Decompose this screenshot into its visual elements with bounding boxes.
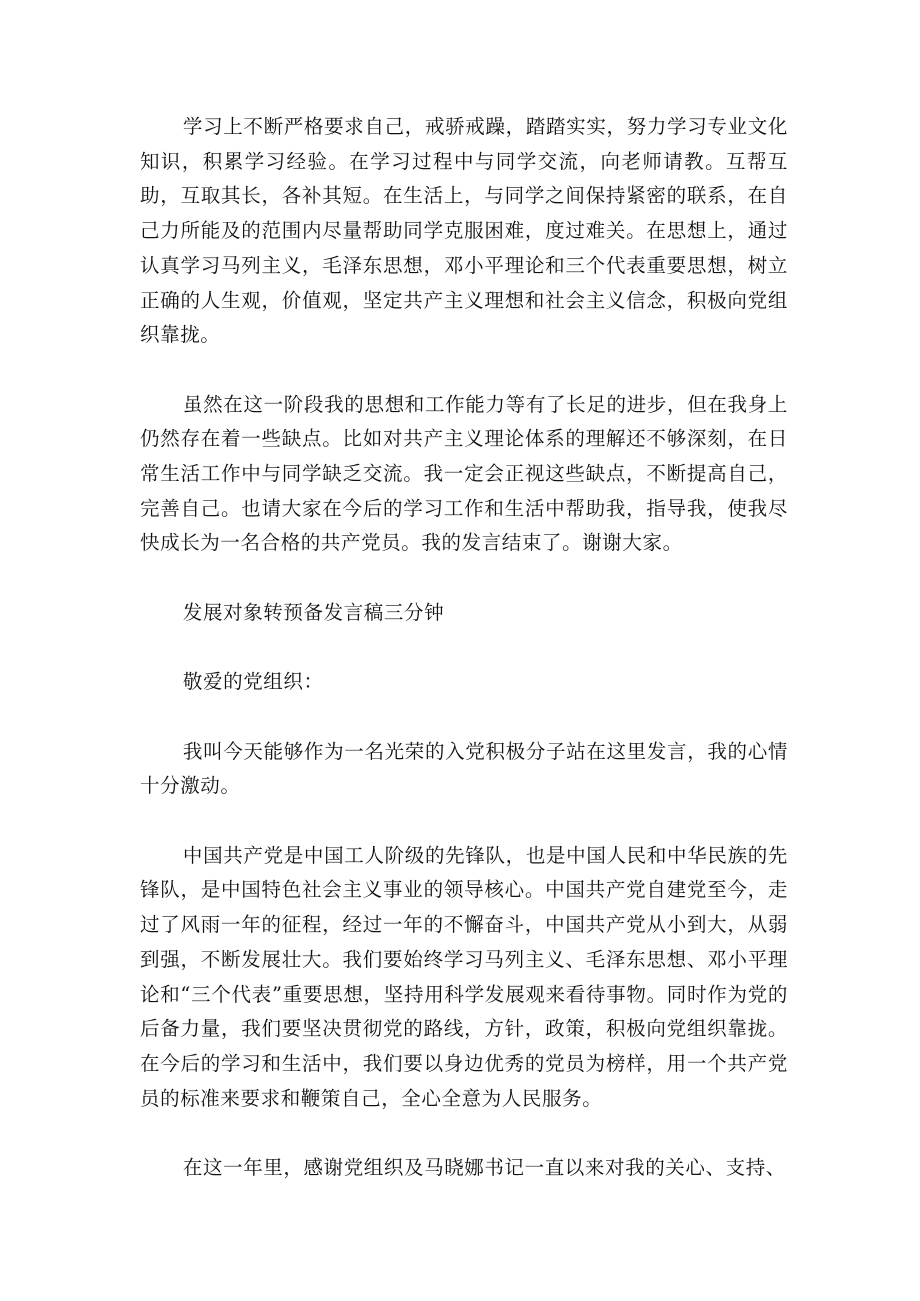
paragraph-thanks: 在这一年里，感谢党组织及马晓娜书记一直以来对我的关心、支持、 [182, 1156, 786, 1179]
paragraph-study-life-thought: 学习上不断严格要求自己，戒骄戒躁，踏踏实实，努力学习专业文化知识，积累学习经验。在学习过程中与同学交流，向老师请教。互帮互助，互取其长，各补其短。在生活上，与同学之间保持紧密的联系，在自己力所能及的范围内尽量帮助同学克服困难，度过难关。在思想上，通过认真学习马列主义，毛泽东思想，邓小平理论和三个代表重要思想，树立正确的人生观，价值观，坚定共产主义理想和社会主义信念，积极向党组织靠拢。 [140, 115, 788, 347]
salutation: 敬爱的党组织： [182, 670, 324, 694]
paragraph-opening: 我叫今天能够作为一名光荣的入党积极分子站在这里发言，我的心情十分激动。 [140, 739, 788, 798]
paragraph-shortcomings: 虽然在这一阶段我的思想和工作能力等有了长足的进步，但在我身上仍然存在着一些缺点。比如对共产主义理论体系的理解还不够深刻，在日常生活工作中与同学缺乏交流。我一定会正视这些缺点，不断提高自己，完善自己。也请大家在今后的学习工作和生活中帮助我，指导我，使我尽快成长为一名合格的共产党员。我的发言结束了。谢谢大家。 [140, 392, 788, 555]
document-body [140, 110, 788, 1220]
speech-title: 发展对象转预备发言稿三分钟 [182, 600, 445, 624]
paragraph-party-description: 中国共产党是中国工人阶级的先锋队，也是中国人民和中华民族的先锋队，是中国特色社会主义事业的领导核心。中国共产党自建党至今，走过了风雨一年的征程，经过一年的不懈奋斗，中国共产党从小到大，从弱到强，不断发展壮大。我们要始终学习马列主义、毛泽东思想、邓小平理论和“三个代表”重要思想，坚持用科学发展观来看待事物。同时作为党的后备力量，我们要坚决贯彻党的路线，方针，政策，积极向党组织靠拢。在今后的学习和生活中，我们要以身边优秀的党员为榜样，用一个共产党员的标准来要求和鞭策自己，全心全意为人民服务。 [140, 843, 788, 1110]
